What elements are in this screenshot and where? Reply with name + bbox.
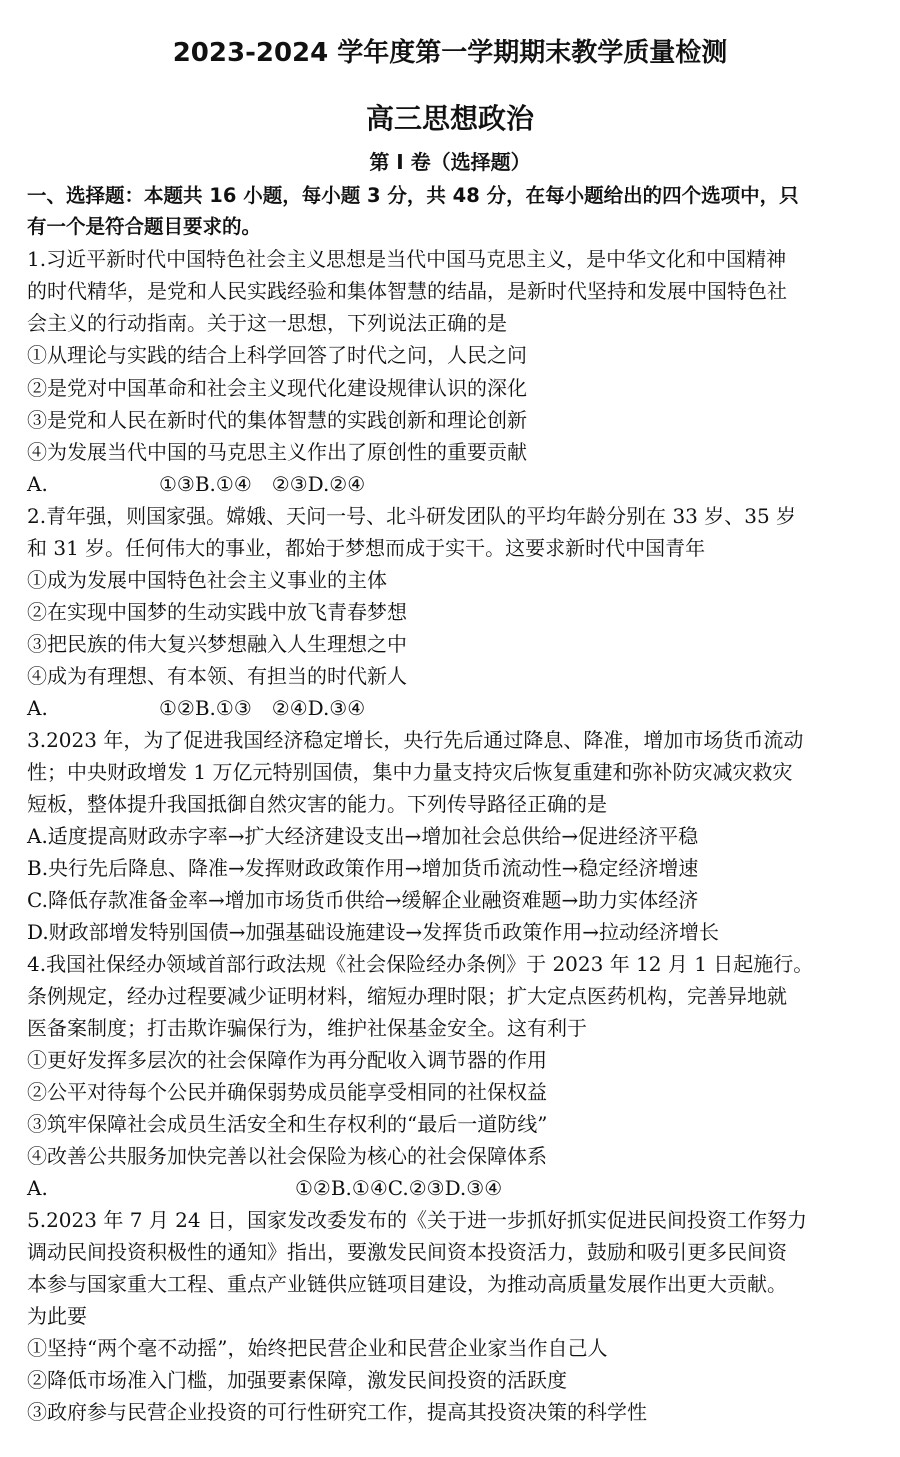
answer-choice-options: ①③B.①④ ②③D.②④ <box>159 472 366 496</box>
question-stem-line: 会主义的行动指南。关于这一思想，下列说法正确的是 <box>27 311 507 335</box>
question-stem-line: 和 31 岁。任何伟大的事业，都始于梦想而成于实干。这要求新时代中国青年 <box>27 536 706 560</box>
answer-choice-options: ①②B.①④C.②③D.③④ <box>295 1176 503 1200</box>
option-statement: ④成为有理想、有本领、有担当的时代新人 <box>27 664 407 688</box>
question-stem-line: 的时代精华，是党和人民实践经验和集体智慧的结晶，是新时代坚持和发展中国特色社 <box>27 279 787 303</box>
question-stem-line: 条例规定，经办过程要减少证明材料，缩短办理时限；扩大定点医药机构，完善异地就 <box>27 984 787 1008</box>
option-statement: ③把民族的伟大复兴梦想融入人生理想之中 <box>27 632 407 656</box>
option-statement: ④改善公共服务加快完善以社会保险为核心的社会保障体系 <box>27 1144 547 1168</box>
option-statement: ②公平对待每个公民并确保弱势成员能享受相同的社保权益 <box>27 1080 547 1104</box>
answer-choice-label: A. <box>27 472 48 496</box>
question-stem-line: 为此要 <box>27 1304 87 1328</box>
option-statement: ③是党和人民在新时代的集体智慧的实践创新和理论创新 <box>27 408 527 432</box>
question-stem-line: 5.2023 年 7 月 24 日，国家发改委发布的《关于进一步抓好抓实促进民间投资工作努力 <box>27 1208 807 1232</box>
option-statement: C.降低存款准备金率→增加市场货币供给→缓解企业融资难题→助力实体经济 <box>27 888 699 912</box>
part-title: 第 I 卷（选择题） <box>369 150 531 174</box>
exam-title: 2023-2024 学年度第一学期期末教学质量检测 <box>172 38 728 68</box>
question-stem-line: 2.青年强，则国家强。嫦娥、天问一号、北斗研发团队的平均年龄分别在 33 岁、35 岁 <box>27 504 797 528</box>
subject-title: 高三思想政治 <box>365 102 534 135</box>
answer-choices <box>27 696 365 720</box>
instructions-line: 有一个是符合题目要求的。 <box>27 215 262 238</box>
option-statement: ②是党对中国革命和社会主义现代化建设规律认识的深化 <box>27 376 527 400</box>
question-stem-line: 调动民间投资积极性的通知》指出，要激发民间资本投资活力，鼓励和吸引更多民间资 <box>27 1240 787 1264</box>
answer-choices <box>27 472 365 496</box>
question-stem-line: 短板，整体提升我国抵御自然灾害的能力。下列传导路径正确的是 <box>27 792 607 816</box>
option-statement: ①从理论与实践的结合上科学回答了时代之问，人民之问 <box>27 343 527 367</box>
option-statement: ①更好发挥多层次的社会保障作为再分配收入调节器的作用 <box>27 1048 547 1072</box>
question-stem-line: 4.我国社保经办领域首部行政法规《社会保险经办条例》于 2023 年 12 月 1 日起施行。 <box>27 952 814 976</box>
answer-choice-options: ①②B.①③ ②④D.③④ <box>159 696 366 720</box>
option-statement: ③筑牢保障社会成员生活安全和生存权利的“最后一道防线” <box>27 1112 548 1136</box>
option-statement: D.财政部增发特别国债→加强基础设施建设→发挥货币政策作用→拉动经济增长 <box>27 920 719 944</box>
question-stem-line: 本参与国家重大工程、重点产业链供应链项目建设，为推动高质量发展作出更大贡献。 <box>27 1272 787 1296</box>
question-stem-line: 性；中央财政增发 1 万亿元特别国债，集中力量支持灾后恢复重建和弥补防灾减灾救灾 <box>27 760 793 784</box>
question-stem-line: 1.习近平新时代中国特色社会主义思想是当代中国马克思主义，是中华文化和中国精神 <box>27 247 787 271</box>
option-statement: ④为发展当代中国的马克思主义作出了原创性的重要贡献 <box>27 440 527 464</box>
question-stem-line: 医备案制度；打击欺诈骗保行为，维护社保基金安全。这有利于 <box>27 1016 587 1040</box>
option-statement: ②在实现中国梦的生动实践中放飞青春梦想 <box>27 600 407 624</box>
option-statement: ②降低市场准入门槛，加强要素保障，激发民间投资的活跃度 <box>27 1368 567 1392</box>
answer-choice-label: A. <box>27 1176 48 1200</box>
option-statement: B.央行先后降息、降准→发挥财政政策作用→增加货币流动性→稳定经济增速 <box>27 856 699 880</box>
option-statement: ③政府参与民营企业投资的可行性研究工作，提高其投资决策的科学性 <box>27 1400 647 1424</box>
option-statement: ①坚持“两个毫不动摇”，始终把民营企业和民营企业家当作自己人 <box>27 1336 608 1360</box>
instructions-line: 一、选择题：本题共 16 小题，每小题 3 分，共 48 分，在每小题给出的四个选项中，只 <box>27 184 799 207</box>
answer-choice-label: A. <box>27 696 48 720</box>
option-statement: ①成为发展中国特色社会主义事业的主体 <box>27 568 387 592</box>
answer-choices <box>27 1176 502 1200</box>
option-statement: A.适度提高财政赤字率→扩大经济建设支出→增加社会总供给→促进经济平稳 <box>27 824 699 848</box>
question-stem-line: 3.2023 年，为了促进我国经济稳定增长，央行先后通过降息、降准，增加市场货币流动 <box>27 728 804 752</box>
